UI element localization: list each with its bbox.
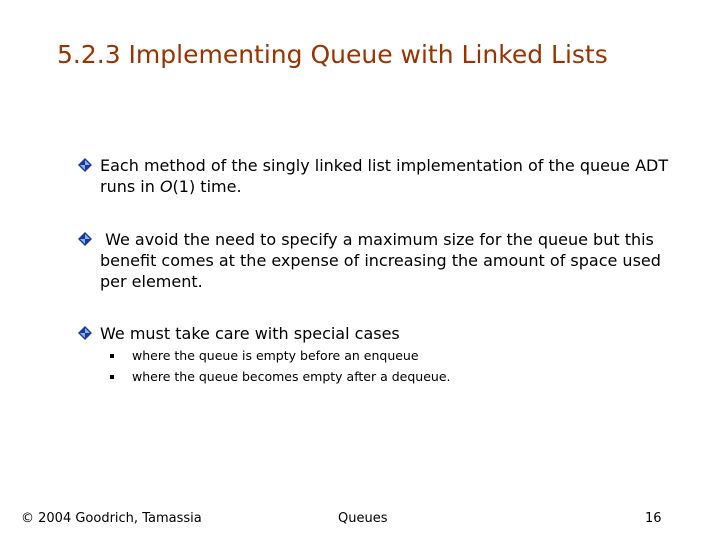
slide-title: 5.2.3 Implementing Queue with Linked Lists: [57, 40, 608, 69]
square-icon: [110, 354, 114, 358]
slide-number: 16: [645, 511, 662, 526]
diamond-icon: [78, 158, 92, 172]
bullet-text-line: We avoid the need to specify a maximum size for the queue but this: [100, 230, 654, 249]
diamond-icon: [78, 232, 92, 246]
bullet-item-3: [76, 323, 676, 344]
sub-bullet-text: where the queue is empty before an enqueue: [132, 348, 419, 363]
sub-bullet-text: where the queue becomes empty after a dequeue.: [132, 369, 451, 384]
bullet-item-1: [76, 155, 676, 197]
bullet-text-line: runs in O(1) time.: [100, 177, 242, 196]
footer-topic: Queues: [338, 511, 388, 526]
sub-bullet-item-1: [110, 347, 419, 365]
sub-bullet-item-2: [110, 368, 451, 386]
footer-copyright: © 2004 Goodrich, Tamassia: [21, 511, 202, 526]
bullet-text-line: We must take care with special cases: [100, 324, 400, 343]
diamond-icon: [78, 326, 92, 340]
bullet-text-line: benefit comes at the expense of increasing the amount of space used: [100, 251, 661, 270]
bullet-text-line: Each method of the singly linked list implementation of the queue ADT: [100, 156, 669, 175]
square-icon: [110, 375, 114, 379]
bullet-text-line: per element.: [100, 272, 203, 291]
bullet-item-2: [76, 229, 676, 292]
